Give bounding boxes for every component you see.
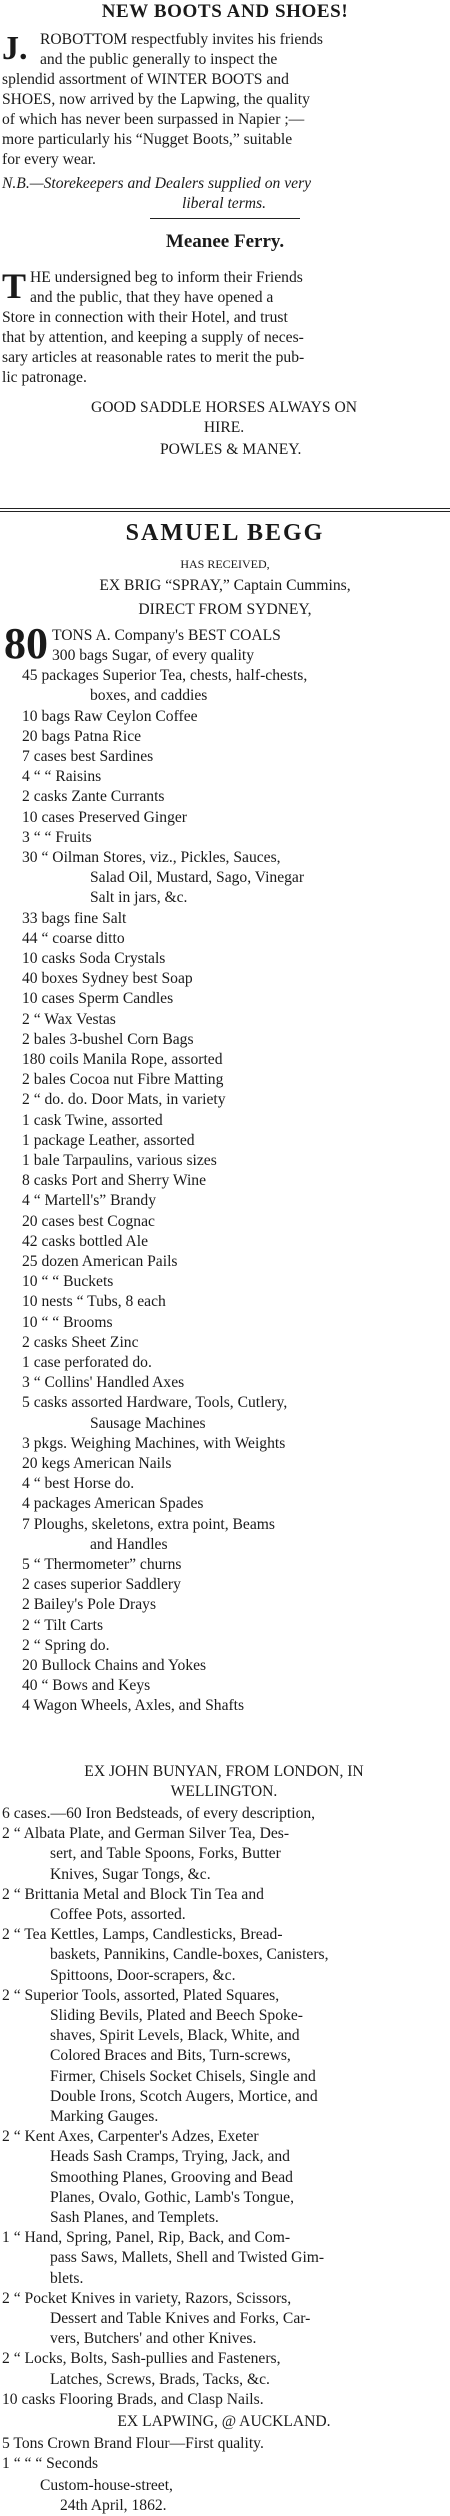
begg-list-item: 20 kegs American Nails <box>22 1455 172 1472</box>
boots-ad-line: more particularly his “Nugget Boots,” suitable <box>2 131 293 148</box>
begg-list-item: 4 “ Martell's” Brandy <box>22 1192 157 1210</box>
begg-date: 24th April, 1862. <box>60 2497 167 2514</box>
begg-big-quantity: 80 <box>4 619 48 668</box>
lapwing-heading: EX LAPWING, @ AUCKLAND. <box>117 2413 331 2430</box>
begg-list-item: 7 cases best Sardines <box>22 748 154 765</box>
bunyan-item: Coffee Pots, assorted. <box>50 1906 186 1923</box>
begg-list-item: and Handles <box>90 1535 168 1553</box>
begg-list-item: 10 “ “ Brooms <box>22 1313 113 1331</box>
begg-list-item: 30 “ Oilman Stores, viz., Pickles, Sauces, <box>22 849 281 866</box>
bunyan-item: Firmer, Chisels Socket Chisels, Single and <box>50 2067 316 2085</box>
begg-list-item: 4 “ best Horse do. <box>22 1475 135 1493</box>
begg-list-item: 1 case perforated do. <box>22 1354 152 1371</box>
bunyan-item: 10 casks Flooring Brads, and Clasp Nails. <box>2 2390 264 2408</box>
ferry-ad-line: that by attention, and keeping a supply of neces- <box>2 329 304 346</box>
boots-ad-title: NEW BOOTS AND SHOES! <box>101 1 349 22</box>
divider <box>150 218 300 219</box>
bunyan-item: Latches, Screws, Brads, Tacks, &c. <box>50 2370 270 2388</box>
begg-list-item: 300 bags Sugar, of every quality <box>52 647 255 664</box>
bunyan-item: Colored Braces and Bits, Turn-screws, <box>50 2047 291 2065</box>
begg-list-item: 3 “ Collins' Handled Axes <box>22 1374 185 1392</box>
boots-ad-line: N.B.—Storekeepers and Dealers supplied on very <box>2 175 312 192</box>
begg-ex-brig: EX BRIG “SPRAY,” Captain Cummins, <box>99 577 351 594</box>
begg-list-item: Salad Oil, Mustard, Sago, Vinegar <box>90 869 305 887</box>
begg-list-item: 1 package Leather, assorted <box>22 1131 195 1149</box>
bunyan-item: Planes, Ovalo, Gothic, Lamb's Tongue, <box>50 2188 294 2206</box>
begg-list-item: Salt in jars, &c. <box>90 889 188 907</box>
bunyan-item: Spittoons, Door-scrapers, &c. <box>50 1966 236 1984</box>
ferry-ad-line: HE undersigned beg to inform their Friends <box>30 269 303 286</box>
ferry-ad-line: and the public, that they have opened a <box>30 289 274 306</box>
begg-list-item: 40 boxes Sydney best Soap <box>22 970 193 988</box>
bunyan-item: 2 “ Albata Plate, and German Silver Tea, Des- <box>2 1825 290 1843</box>
bunyan-item: 2 “ Kent Axes, Carpenter's Adzes, Exeter <box>2 2128 259 2146</box>
begg-list-item: 2 Bailey's Pole Drays <box>22 1596 157 1614</box>
begg-list-item: 5 casks assorted Hardware, Tools, Cutlery, <box>22 1394 288 1412</box>
bunyan-item: baskets, Pannikins, Candle-boxes, Canisters, <box>50 1946 329 1964</box>
ferry-ad-line: lic patronage. <box>2 369 87 386</box>
begg-list-item: 1 cask Twine, assorted <box>22 1111 163 1129</box>
ferry-ad-line: Store in connection with their Hotel, and trust <box>2 309 288 326</box>
begg-list-item: 4 Wagon Wheels, Axles, and Shafts <box>22 1697 245 1715</box>
ferry-ad-title: Meanee Ferry. <box>165 231 285 252</box>
begg-list-item: 3 “ “ Fruits <box>22 828 92 846</box>
begg-list-item: 45 packages Superior Tea, chests, half-chests, <box>22 667 308 685</box>
bunyan-item: Sliding Bevils, Plated and Beech Spoke- <box>50 2007 303 2024</box>
begg-list-item: 33 bags fine Salt <box>22 909 127 927</box>
begg-ad-title: SAMUEL BEGG <box>125 520 325 546</box>
section-divider <box>0 508 450 512</box>
begg-list-item: 42 casks bottled Ale <box>22 1232 149 1250</box>
begg-list-item: Sausage Machines <box>90 1414 206 1432</box>
begg-list-item: 10 cases Sperm Candles <box>22 990 174 1008</box>
begg-list-item: 2 bales 3-bushel Corn Bags <box>22 1030 194 1048</box>
bunyan-item: blets. <box>50 2269 84 2287</box>
begg-list-item: 1 bale Tarpaulins, various sizes <box>22 1152 217 1169</box>
boots-ad-line: of which has never been surpassed in Napier ;— <box>2 111 305 128</box>
begg-list-item: 7 Ploughs, skeletons, extra point, Beams <box>22 1515 275 1533</box>
bunyan-item: Double Irons, Scotch Augers, Mortice, and <box>50 2087 318 2105</box>
bunyan-heading: WELLINGTON. <box>170 1783 278 1800</box>
bunyan-item: Heads Sash Cramps, Trying, Jack, and <box>50 2148 290 2166</box>
bunyan-item: Marking Gauges. <box>50 2108 159 2125</box>
bunyan-item: Knives, Sugar Tongs, &c. <box>50 1865 211 1883</box>
ferry-ad-line: sary articles at reasonable rates to merit the pub- <box>2 349 305 366</box>
begg-list-item: 2 “ Wax Vestas <box>22 1010 116 1028</box>
begg-list-item: 2 casks Zante Currants <box>22 788 165 806</box>
boots-ad-line: SHOES, now arrived by the Lapwing, the quality <box>2 91 310 108</box>
begg-list-item: 2 “ Spring do. <box>22 1636 110 1654</box>
boots-ad-dropcap: J. <box>2 30 28 67</box>
begg-list-item: 2 bales Cocoa nut Fibre Matting <box>22 1071 224 1089</box>
bunyan-item: 2 “ Superior Tools, assorted, Plated Squares, <box>2 1986 280 2004</box>
boots-ad-line: for every wear. <box>2 151 96 168</box>
begg-list-item: 20 bags Patna Rice <box>22 727 142 745</box>
begg-list-item: 20 cases best Cognac <box>22 1212 155 1230</box>
begg-list-item: 4 “ “ Raisins <box>22 768 102 786</box>
lapwing-item: 5 Tons Crown Brand Flour—First quality. <box>2 2435 264 2452</box>
bunyan-item: 2 “ Pocket Knives in variety, Razors, Scissors, <box>2 2289 292 2307</box>
begg-list-item: 8 casks Port and Sherry Wine <box>22 1172 207 1190</box>
ferry-saddle-line: HIRE. <box>203 419 245 436</box>
begg-list-item: 10 cases Preserved Ginger <box>22 808 187 826</box>
bunyan-item: 1 “ Hand, Spring, Panel, Rip, Back, and Com- <box>2 2229 291 2247</box>
ferry-ad-dropcap: T <box>2 266 27 306</box>
bunyan-item: Dessert and Table Knives and Forks, Car- <box>50 2310 311 2327</box>
bunyan-item: shaves, Spirit Levels, Black, White, and <box>50 2027 300 2045</box>
ferry-signature: POWLES & MANEY. <box>160 441 302 458</box>
begg-list-item: 4 packages American Spades <box>22 1495 204 1513</box>
begg-list-item: 5 “ Thermometer” churns <box>22 1556 182 1573</box>
begg-list-item: 3 pkgs. Weighing Machines, with Weights <box>22 1434 286 1452</box>
bunyan-item: 6 cases.—60 Iron Bedsteads, of every description, <box>2 1805 316 1822</box>
boots-ad-line: liberal terms. <box>181 195 267 212</box>
begg-list-item: 2 “ do. do. Door Mats, in variety <box>22 1091 226 1109</box>
begg-list-item: 2 casks Sheet Zinc <box>22 1333 139 1351</box>
begg-list-item: boxes, and caddies <box>90 687 208 705</box>
boots-ad-line: and the public generally to inspect the <box>40 51 278 68</box>
begg-list-item: 20 Bullock Chains and Yokes <box>22 1657 207 1674</box>
bunyan-item: Smoothing Planes, Grooving and Bead <box>50 2168 293 2186</box>
bunyan-item: pass Saws, Mallets, Shell and Twisted Gim- <box>50 2249 325 2267</box>
lapwing-item: 1 “ “ “ Seconds <box>2 2455 99 2472</box>
ferry-saddle-line: GOOD SADDLE HORSES ALWAYS ON <box>91 399 357 416</box>
bunyan-item: sert, and Table Spoons, Forks, Butter <box>50 1845 281 1863</box>
begg-list-item: 2 cases superior Saddlery <box>22 1576 181 1594</box>
begg-list-item: 180 coils Manila Rope, assorted <box>22 1051 223 1068</box>
begg-list-item: 10 casks Soda Crystals <box>22 950 166 967</box>
begg-list-item: 40 “ Bows and Keys <box>22 1677 151 1695</box>
bunyan-heading: EX JOHN BUNYAN, FROM LONDON, IN <box>84 1763 364 1780</box>
begg-address: Custom-house-street, <box>40 2477 173 2494</box>
begg-list-item: 10 bags Raw Ceylon Coffee <box>22 707 198 725</box>
bunyan-item: 2 “ Locks, Bolts, Sash-pullies and Fasteners, <box>2 2350 281 2368</box>
bunyan-item: Sash Planes, and Templets. <box>50 2209 219 2226</box>
bunyan-item: 2 “ Brittania Metal and Block Tin Tea and <box>2 1885 264 1903</box>
begg-list-item: 2 “ Tilt Carts <box>22 1616 104 1634</box>
begg-list-item: TONS A. Company's BEST COALS <box>52 627 281 644</box>
boots-ad-line: ROBOTTOM respectfubly invites his friends <box>40 31 323 48</box>
begg-list-item: 44 “ coarse ditto <box>22 929 125 947</box>
begg-direct: DIRECT FROM SYDNEY, <box>138 601 312 618</box>
begg-has-received: HAS RECEIVED, <box>180 557 270 571</box>
begg-list-item: 10 “ “ Buckets <box>22 1273 114 1291</box>
bunyan-item: 2 “ Tea Kettles, Lamps, Candlesticks, Bread- <box>2 1926 283 1944</box>
bunyan-item: vers, Butchers' and other Knives. <box>50 2330 257 2348</box>
boots-ad-line: splendid assortment of WINTER BOOTS and <box>2 71 289 88</box>
begg-list-item: 25 dozen American Pails <box>22 1253 178 1270</box>
begg-list-item: 10 nests “ Tubs, 8 each <box>22 1293 166 1311</box>
